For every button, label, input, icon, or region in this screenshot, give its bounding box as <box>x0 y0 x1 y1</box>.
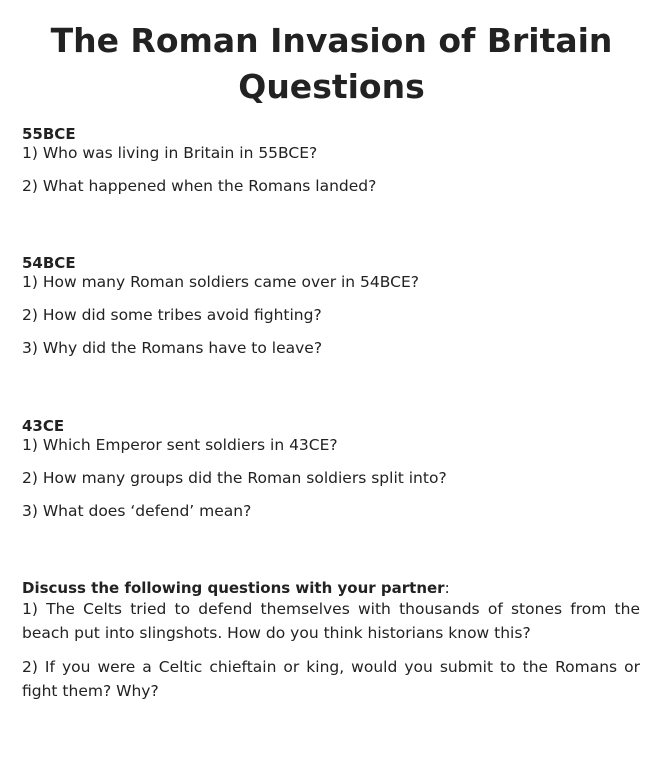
question: 3) Why did the Romans have to leave? <box>22 339 323 357</box>
section-discuss <box>22 579 640 713</box>
discuss-heading-colon: : <box>444 579 450 597</box>
question: 1) The Celts tried to defend themselves with thousands of stones from the beach put into slingshots. How do you think historians know this? <box>22 600 640 642</box>
page-title <box>0 18 663 110</box>
discuss-heading <box>22 579 640 597</box>
question: 2) How many groups did the Roman soldiers split into? <box>22 469 447 487</box>
question: 2) What happened when the Romans landed? <box>22 177 377 195</box>
title-line-2: Questions <box>238 67 425 106</box>
section-heading: 43CE <box>22 417 65 435</box>
question: 1) Which Emperor sent soldiers in 43CE? <box>22 436 338 454</box>
section-54bce <box>22 254 640 371</box>
section-heading: 55BCE <box>22 125 76 143</box>
question: 2) If you were a Celtic chieftain or king, would you submit to the Romans or fight them? Why? <box>22 658 640 700</box>
section-heading: 54BCE <box>22 254 76 272</box>
title-line-1: The Roman Invasion of Britain <box>50 21 613 60</box>
question: 1) Who was living in Britain in 55BCE? <box>22 144 318 162</box>
question: 1) How many Roman soldiers came over in 54BCE? <box>22 273 419 291</box>
section-55bce <box>22 125 640 209</box>
section-43ce <box>22 417 640 534</box>
question: 2) How did some tribes avoid fighting? <box>22 306 322 324</box>
discuss-heading-text: Discuss the following questions with your partner <box>22 579 445 597</box>
question: 3) What does ‘defend’ mean? <box>22 502 252 520</box>
